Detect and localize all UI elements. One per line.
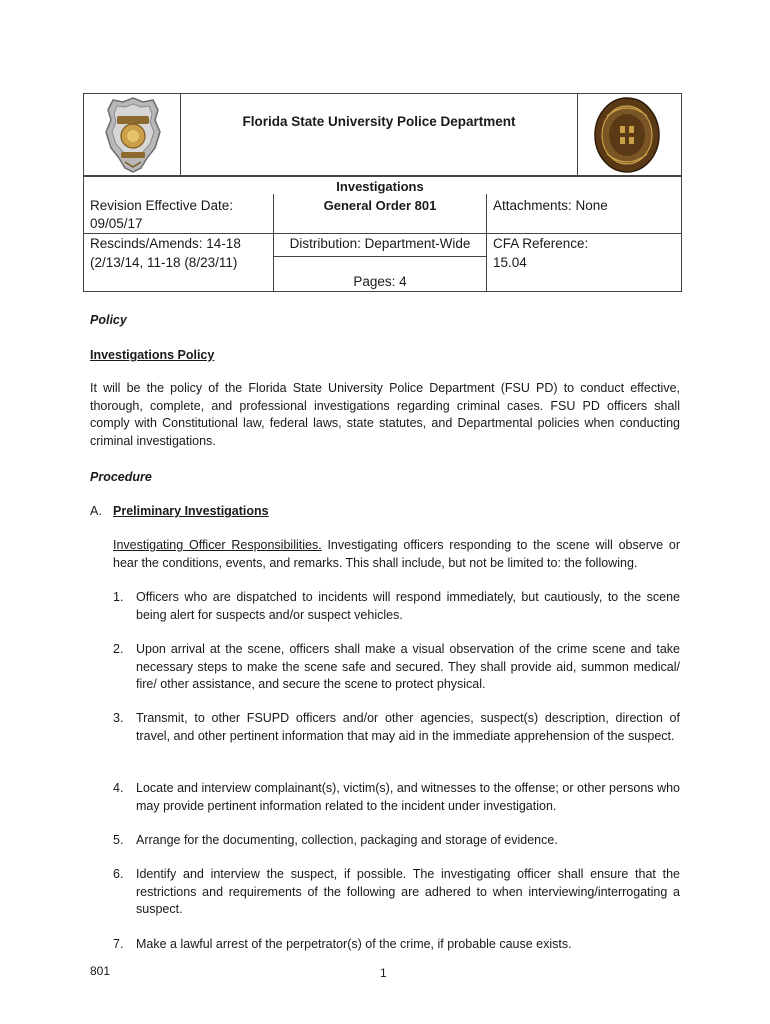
procedure-heading: Procedure bbox=[90, 470, 152, 484]
section-a-title: Preliminary Investigations bbox=[113, 504, 269, 518]
list-item: Upon arrival at the scene, officers shall make a visual observation of the crime scene and take necessary steps to make the scene safe and secured. They shall provide aid, summon medical/ fire/ other assistance, and secure the scene to protect physical. bbox=[136, 642, 680, 691]
info-col-divider-2 bbox=[486, 194, 487, 292]
responsibilities-label: Investigating Officer Responsibilities. bbox=[113, 538, 322, 552]
section-a-letter: A. bbox=[90, 504, 102, 518]
item-number: 7. bbox=[113, 937, 124, 951]
attachments: Attachments: None bbox=[493, 198, 608, 213]
list-item: Officers who are dispatched to incidents will respond immediately, but cautiously, to the scene being alert for suspects and/or suspect vehicles. bbox=[136, 590, 680, 622]
pages-count: Pages: 4 bbox=[353, 274, 407, 289]
responsibilities-paragraph bbox=[113, 537, 680, 572]
department-title: Florida State University Police Department bbox=[242, 114, 516, 129]
item-number: 5. bbox=[113, 833, 124, 847]
policy-subheading: Investigations Policy bbox=[90, 348, 215, 362]
revision-label: Revision Effective Date: bbox=[90, 198, 234, 213]
general-order: General Order 801 bbox=[323, 198, 437, 213]
item-number: 1. bbox=[113, 590, 124, 604]
rescinds-line-1: Rescinds/Amends: 14-18 bbox=[90, 236, 241, 251]
cfa-label: CFA Reference: bbox=[493, 236, 589, 251]
footer-doc-number: 801 bbox=[90, 964, 111, 978]
list-item: Make a lawful arrest of the perpetrator(s) of the crime, if probable cause exists. bbox=[136, 937, 572, 951]
info-row-divider-right bbox=[486, 233, 682, 234]
item-number: 4. bbox=[113, 781, 124, 795]
list-item: Locate and interview complainant(s), victim(s), and witnesses to the offense; or other persons who may provide pertinent information related to the incident under investigation. bbox=[136, 781, 680, 813]
police-badge-logo bbox=[103, 96, 163, 174]
revision-date: 09/05/17 bbox=[90, 216, 143, 231]
info-row-divider-middle-2 bbox=[273, 256, 487, 257]
policy-heading: Policy bbox=[90, 313, 127, 327]
item-number: 2. bbox=[113, 642, 124, 656]
info-row-divider-middle bbox=[273, 233, 487, 234]
header-divider-left bbox=[180, 93, 181, 176]
cfa-value: 15.04 bbox=[493, 255, 527, 270]
list-item: Transmit, to other FSUPD officers and/or other agencies, suspect(s) description, direction of travel, and other pertinent information that may aid in the immediate apprehension of the suspect. bbox=[136, 711, 680, 743]
list-item: Identify and interview the suspect, if possible. The investigating officer shall ensure that the restrictions and requirements of the following are adhered to when interviewing/interrogating a suspect. bbox=[136, 867, 680, 916]
info-row-divider-left bbox=[83, 233, 274, 234]
header-divider-right bbox=[577, 93, 578, 176]
item-number: 6. bbox=[113, 867, 124, 881]
policy-paragraph: It will be the policy of the Florida State University Police Department (FSU PD) to conduct effective, thorough, complete, and professional investigations regarding criminal cases. FSU PD officers shall comply with Constitutional law, federal laws, state statutes, and Departmental policies when conducting criminal investigations. bbox=[90, 381, 680, 448]
responsibilities-text: Investigating officers responding to the scene will observe or hear the conditions, events, and remarks. This shall include, but not be limited to: the following. bbox=[113, 538, 680, 570]
list-item: Arrange for the documenting, collection, packaging and storage of evidence. bbox=[136, 833, 558, 847]
document-title: Investigations bbox=[336, 179, 424, 194]
rescinds-line-2: (2/13/14, 11-18 (8/23/11) bbox=[90, 255, 238, 270]
item-number: 3. bbox=[113, 711, 124, 725]
distribution: Distribution: Department-Wide bbox=[289, 236, 471, 251]
footer-page-number: 1 bbox=[380, 966, 387, 980]
florida-state-seal-logo bbox=[593, 96, 661, 174]
